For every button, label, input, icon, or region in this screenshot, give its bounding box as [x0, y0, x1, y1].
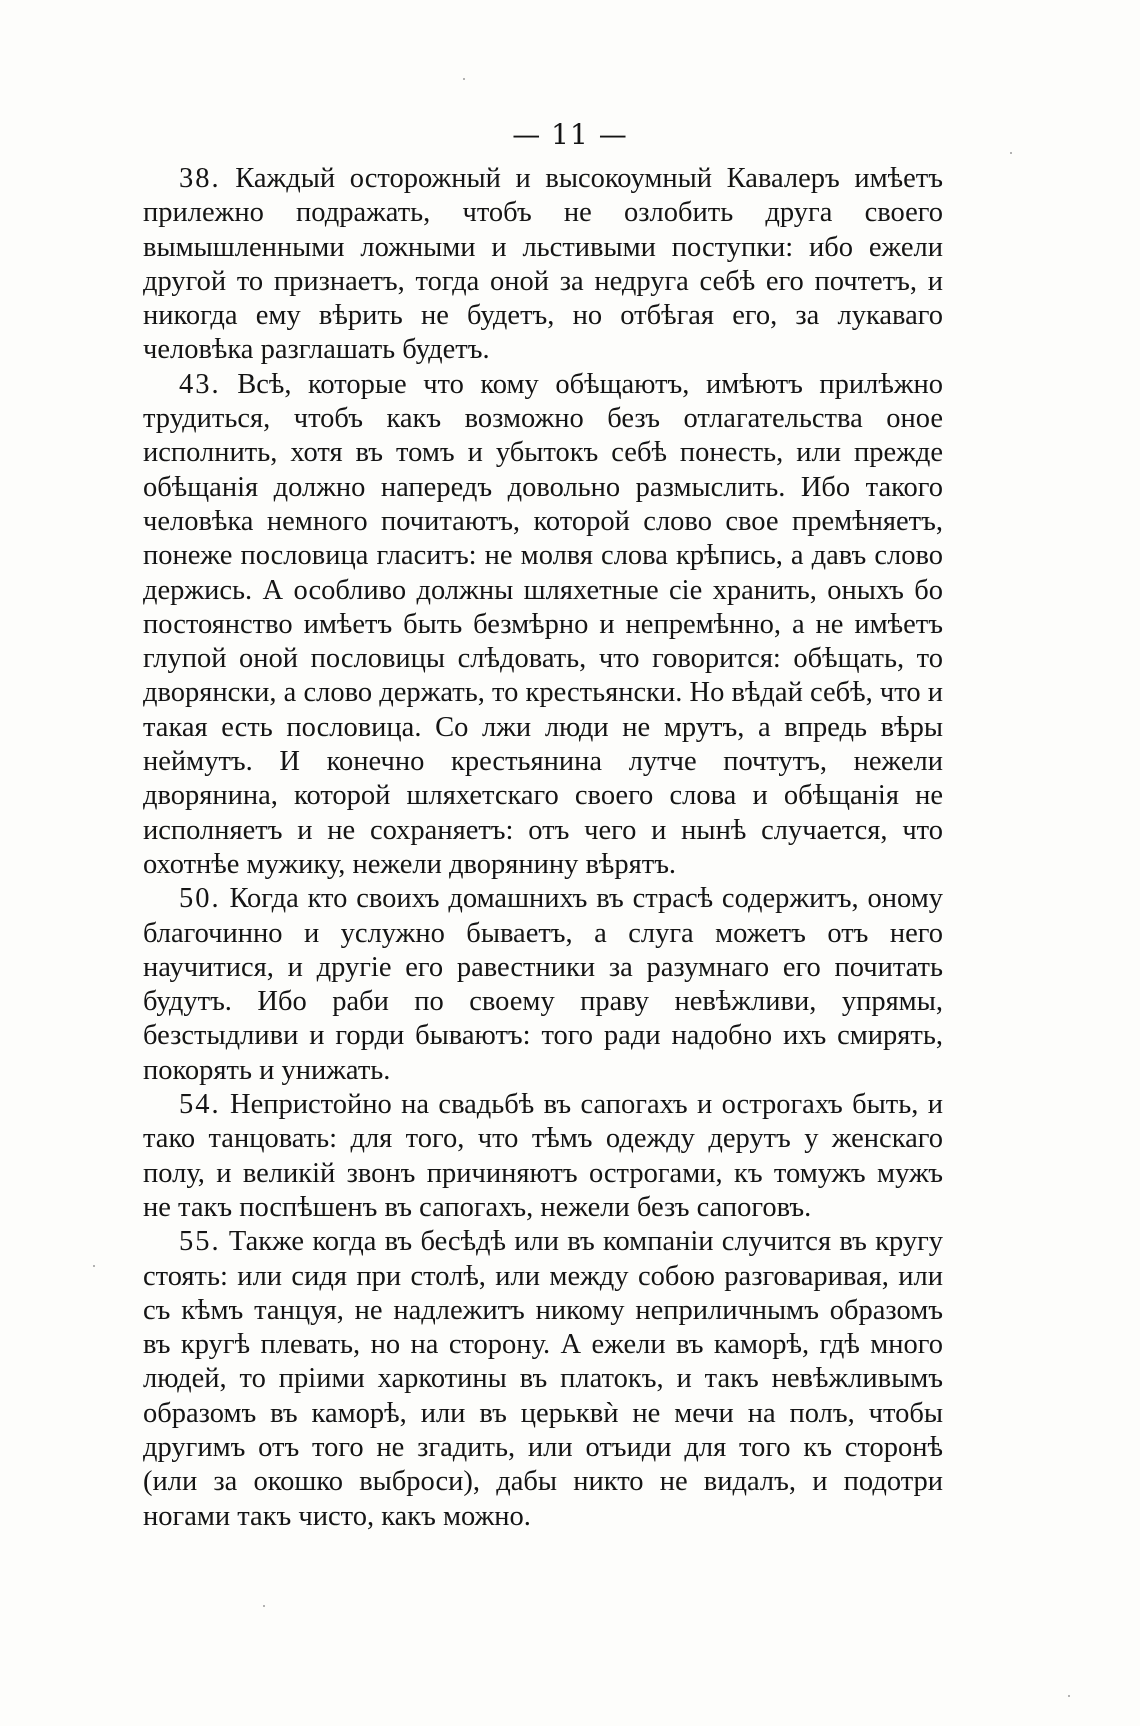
- scan-speck: [93, 1265, 95, 1267]
- paragraph-text: Непристойно на свадьбѣ въ сапогахъ и острогахъ быть, и тако танцовать: для того, что тѣмъ одежду дерутъ у женскаго полу, и великій звонъ причиняютъ острогами, къ томужъ мужъ не такъ поспѣшенъ въ сапогахъ, нежели безъ сапоговъ.: [143, 1089, 943, 1223]
- paragraph-50: [143, 882, 943, 1088]
- paragraph-text: Когда кто своихъ домашнихъ въ страсѣ содержитъ, оному благочинно и услужно бываетъ, а слуга можетъ отъ него научитися, и другіе его равестники за разумнаго его почитать будутъ. Ибо раби по своему праву невѣжливи, упрямы, безстыдливи и горди бываютъ: того ради надобно ихъ смирять, покорять и унижать.: [143, 883, 943, 1086]
- paragraph-54: [143, 1088, 943, 1225]
- body-text: [143, 162, 943, 1534]
- paragraph-number: 43.: [179, 368, 221, 400]
- page-number: — 11 —: [512, 118, 628, 151]
- paragraph-55: [143, 1225, 943, 1534]
- scan-speck: [1068, 1695, 1070, 1697]
- paragraph-number: 55.: [179, 1226, 221, 1258]
- scan-speck: [1010, 152, 1012, 154]
- paragraph-number: 38.: [179, 163, 221, 194]
- scan-speck: [463, 78, 465, 80]
- paragraph-number: 50.: [179, 883, 221, 915]
- paragraph-text: Всѣ, которые что кому обѣщаютъ, имѣютъ прилѣжно трудиться, чтобъ какъ возможно безъ отлагательства оное исполнить, хотя въ томъ и убытокъ себѣ понесть, или прежде обѣщанія должно напередъ довольно размыслить. Ибо такого человѣка немного почитаютъ, которой слово свое премѣняетъ, понеже пословица гласитъ: не молвя слова крѣпись, а давъ слово держись. А особливо должны шляхетные сіе хранить, оныхъ бо постоянство имѣетъ быть безмѣрно и непремѣнно, а не имѣетъ глупой оной пословицы слѣдовать, что говорится: обѣщать, то дворянски, а слово держать, то крестьянски. Но вѣдай себѣ, что и такая есть пословица. Со лжи люди не мрутъ, а впредь вѣры неймутъ. И конечно крестьянина лутче почтутъ, нежели дворянина, которой шляхетскаго своего слова и обѣщанія не исполняетъ и не сохраняетъ: отъ чего и нынѣ случается, что охотнѣе мужику, нежели дворянину вѣрятъ.: [143, 368, 944, 880]
- paragraph-38: [143, 162, 943, 368]
- scan-speck: [263, 1605, 265, 1607]
- paragraph-43: [143, 368, 943, 882]
- paragraph-text: Каждый осторожный и высокоумный Кавалеръ имѣетъ прилежно подражать, чтобъ не озлобить друга своего вымышленными ложными и льстивыми поступки: ибо ежели другой то признаетъ, тогда оной за недруга себѣ его почтетъ, и никогда ему вѣрить не будетъ, но отбѣгая его, за лукаваго человѣка разглашать будетъ.: [143, 163, 943, 366]
- paragraph-number: 54.: [179, 1089, 221, 1121]
- paragraph-text: Также когда въ бесѣдѣ или въ компаніи случится въ кругу стоять: или сидя при столѣ, или между собою разговаривая, или съ кѣмъ танцуя, не надлежитъ никому неприличнымъ образомъ въ кругѣ плевать, но на сторону. А ежели въ каморѣ, гдѣ много людей, то пріими харкотины въ платокъ, и такъ невѣжливымъ образомъ въ каморѣ, или въ церьквѝ не мечи на полъ, чтобы другимъ отъ того не згадить, или отъиди для того къ сторонѣ (или за окошко выброси), дабы никто не видалъ, и подотри ногами такъ чисто, какъ можно.: [143, 1226, 944, 1532]
